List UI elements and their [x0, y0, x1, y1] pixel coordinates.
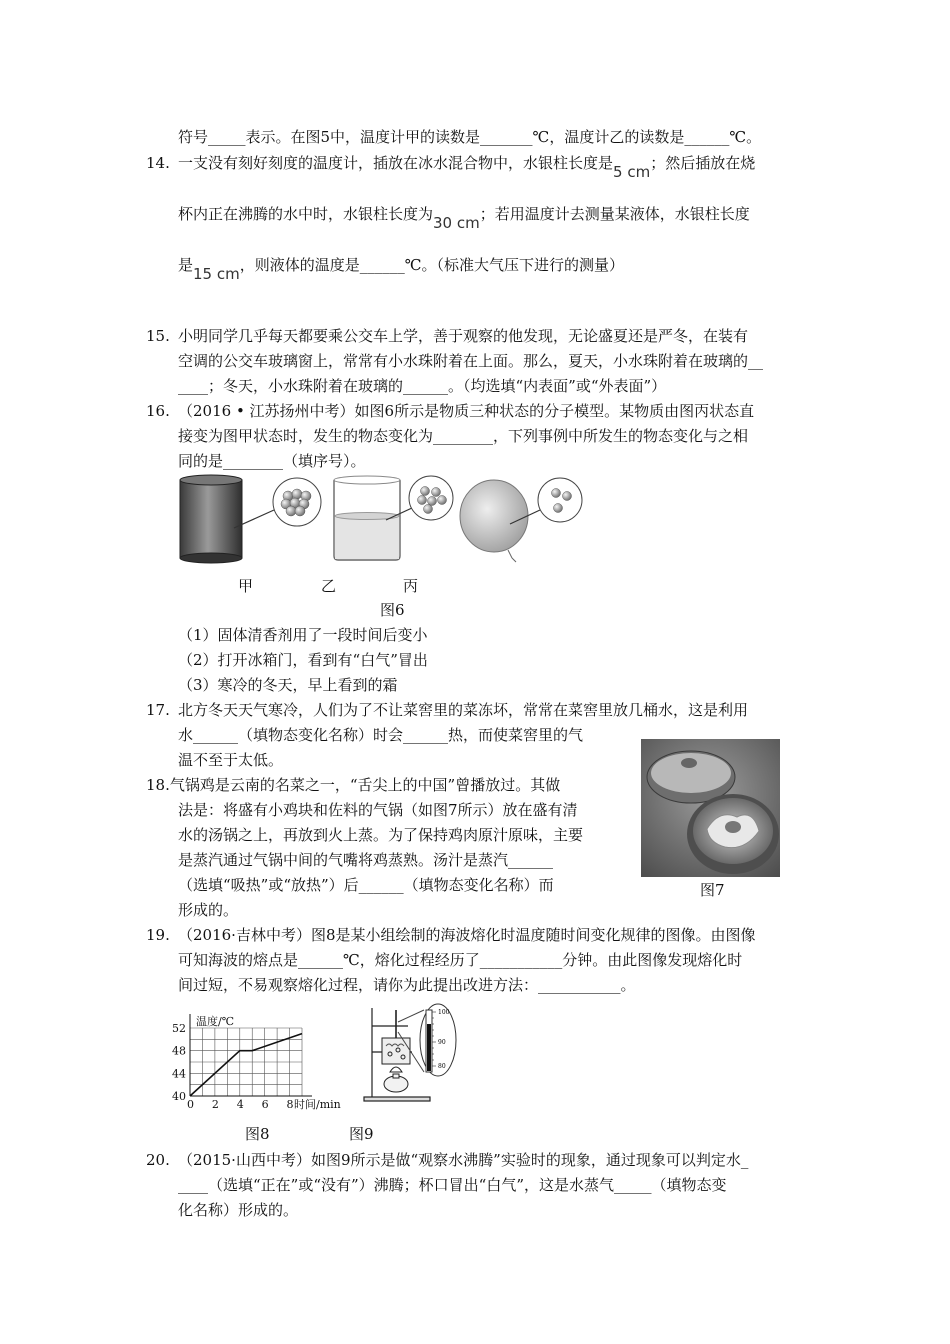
- chart-x-tick-label: 0: [187, 1098, 194, 1111]
- chart-grid: [190, 1028, 302, 1096]
- q18-line3: 水的汤锅之上，再放到火上蒸。为了保持鸡肉原汁原味，主要: [178, 826, 584, 844]
- q19-line1: （2016·吉林中考）图8是某小组绘制的海波熔化时温度随时间变化规律的图像。由图像: [178, 926, 756, 944]
- figure-8-melting-chart: [170, 1008, 350, 1116]
- q16-number: 16.: [146, 402, 170, 420]
- alcohol-lamp: [384, 1067, 408, 1092]
- q18-line1: 18.气锅鸡是云南的名菜之一，“舌尖上的中国”曾播放过。其做: [146, 776, 561, 794]
- figure-8-caption: 图8: [245, 1125, 270, 1143]
- solid-cylinder: [180, 475, 321, 563]
- figure-7-caption: 图7: [700, 881, 725, 899]
- q20-number: 20.: [146, 1151, 170, 1169]
- figure-6-states-of-matter: [172, 472, 592, 567]
- beaker: [382, 1038, 410, 1064]
- q19-number: 19.: [146, 926, 170, 944]
- figure-9-boiling-apparatus: [362, 1002, 458, 1106]
- q15-line2: 空调的公交车玻璃窗上，常常有小水珠附着在上面。那么，夏天，小水珠附着在玻璃的__: [178, 352, 764, 370]
- q18-line2: 法是：将盛有小鸡块和佐料的气锅（如图7所示）放在盛有清: [178, 801, 578, 819]
- chart-y-tick-label: 52: [172, 1022, 186, 1035]
- q16-line1: （2016 • 江苏扬州中考）如图6所示是物质三种状态的分子模型。某物质由图丙状态直: [178, 402, 755, 420]
- q14-line3: [178, 255, 625, 283]
- zoom-pointer-top: [398, 1010, 424, 1022]
- q17-line2: 水______（填物态变化名称）时会______热，而使菜窖里的气: [178, 726, 584, 744]
- thermometer-tick-80: 80: [438, 1063, 446, 1070]
- q14-unit1: 5 cm: [613, 163, 651, 181]
- figure-6-label-yi: 乙: [321, 577, 337, 595]
- chart-series: [190, 1034, 302, 1096]
- figure-6-caption: 图6: [380, 601, 405, 619]
- q14-text3: 是: [178, 256, 194, 274]
- figure-7-steam-pot-photo: [641, 739, 780, 877]
- q20-line2: ____（选填“正在”或“没有”）沸腾；杯口冒出“白气”，这是水蒸气_____（填物态变: [178, 1176, 727, 1194]
- chart-x-tick-label: 6: [261, 1098, 269, 1111]
- q15-line1: 小明同学几乎每天都要乘公交车上学，善于观察的他发现，无论盛夏还是严冬，在装有: [178, 327, 749, 345]
- q19-line2: 可知海波的熔点是______℃，熔化过程经历了___________分钟。由此图像发现熔化时: [178, 951, 743, 969]
- q15-line3: ____；冬天，小水珠附着在玻璃的______。（均选填“内表面”或“外表面”）: [178, 377, 667, 395]
- q18-line6: 形成的。: [178, 901, 239, 919]
- chart-temperature-line: [190, 1034, 302, 1096]
- figure-6-label-jia: 甲: [238, 577, 254, 595]
- q15-number: 15.: [146, 327, 170, 345]
- q14-text1b: ；然后插放在烧: [650, 154, 756, 172]
- q13-continuation: 符号_____表示。在图5中，温度计甲的读数是_______℃，温度计乙的读数是______℃。: [178, 128, 762, 146]
- chart-x-tick-label: 2: [211, 1098, 219, 1111]
- chart-x-axis-label: 时间/min: [294, 1098, 341, 1111]
- q17-line1: 北方冬天天气寒冷，人们为了不让菜窖里的菜冻坏，常常在菜窖里放几桶水，这是利用: [178, 701, 749, 719]
- q14-text2b: ；若用温度计去测量某液体，水银柱长度: [479, 205, 750, 223]
- q14-line1: [178, 153, 756, 181]
- q14-unit3: 15 cm: [193, 265, 240, 283]
- q14-text3b: ，则液体的温度是______℃。（标准大气压下进行的测量）: [239, 256, 625, 274]
- q19-line3: 间过短，不易观察熔化过程，请你为此提出改进方法：___________。: [178, 976, 636, 994]
- figure-6-label-bing: 丙: [403, 577, 419, 595]
- q14-text2: 杯内正在沸腾的水中时，水银柱长度为: [178, 205, 434, 223]
- figure-9-caption: 图9: [349, 1125, 374, 1143]
- q14-text1: 一支没有刻好刻度的温度计，插放在冰水混合物中，水银柱长度是: [178, 154, 614, 172]
- chart-x-tick-label: 8: [286, 1098, 294, 1111]
- chart-y-tick-label: 40: [172, 1090, 186, 1103]
- q20-line1: （2015·山西中考）如图9所示是做“观察水沸腾”实验时的现象，通过现象可以判定水_: [178, 1151, 749, 1169]
- gas-balloon: [460, 478, 582, 562]
- q18-line4: 是蒸汽通过气锅中间的气嘴将鸡蒸熟。汤汁是蒸汽______: [178, 851, 554, 869]
- q16-line2: 接变为图甲状态时，发生的物态变化为________，下列事例中所发生的物态变化与之相: [178, 427, 749, 445]
- chart-y-axis-label: 温度/℃: [196, 1015, 235, 1028]
- q17-number: 17.: [146, 701, 170, 719]
- thermometer-tick-90: 90: [438, 1039, 446, 1046]
- thermometer-tick-100: 100: [438, 1009, 450, 1016]
- q17-line3: 温不至于太低。: [178, 751, 284, 769]
- q20-line3: 化名称）形成的。: [178, 1201, 299, 1219]
- q14-number: 14.: [146, 154, 170, 172]
- liquid-beaker: [334, 476, 453, 560]
- q16-line3: 同的是________（填序号）。: [178, 452, 366, 470]
- chart-y-tick-label: 48: [172, 1044, 186, 1058]
- q14-unit2: 30 cm: [433, 214, 480, 232]
- chart-x-tick-label: 4: [236, 1098, 244, 1111]
- q16-option2: （2）打开冰箱门，看到有“白气”冒出: [178, 651, 428, 669]
- chart-y-tick-label: 44: [172, 1067, 186, 1081]
- q14-line2: [178, 204, 750, 232]
- thermometer-mercury: [427, 1024, 431, 1071]
- q18-line5: （选填“吸热”或“放热”）后______（填物态变化名称）而: [178, 876, 554, 894]
- q16-option1: （1）固体清香剂用了一段时间后变小: [178, 626, 428, 644]
- q16-option3: （3）寒冷的冬天，早上看到的霜: [178, 676, 398, 694]
